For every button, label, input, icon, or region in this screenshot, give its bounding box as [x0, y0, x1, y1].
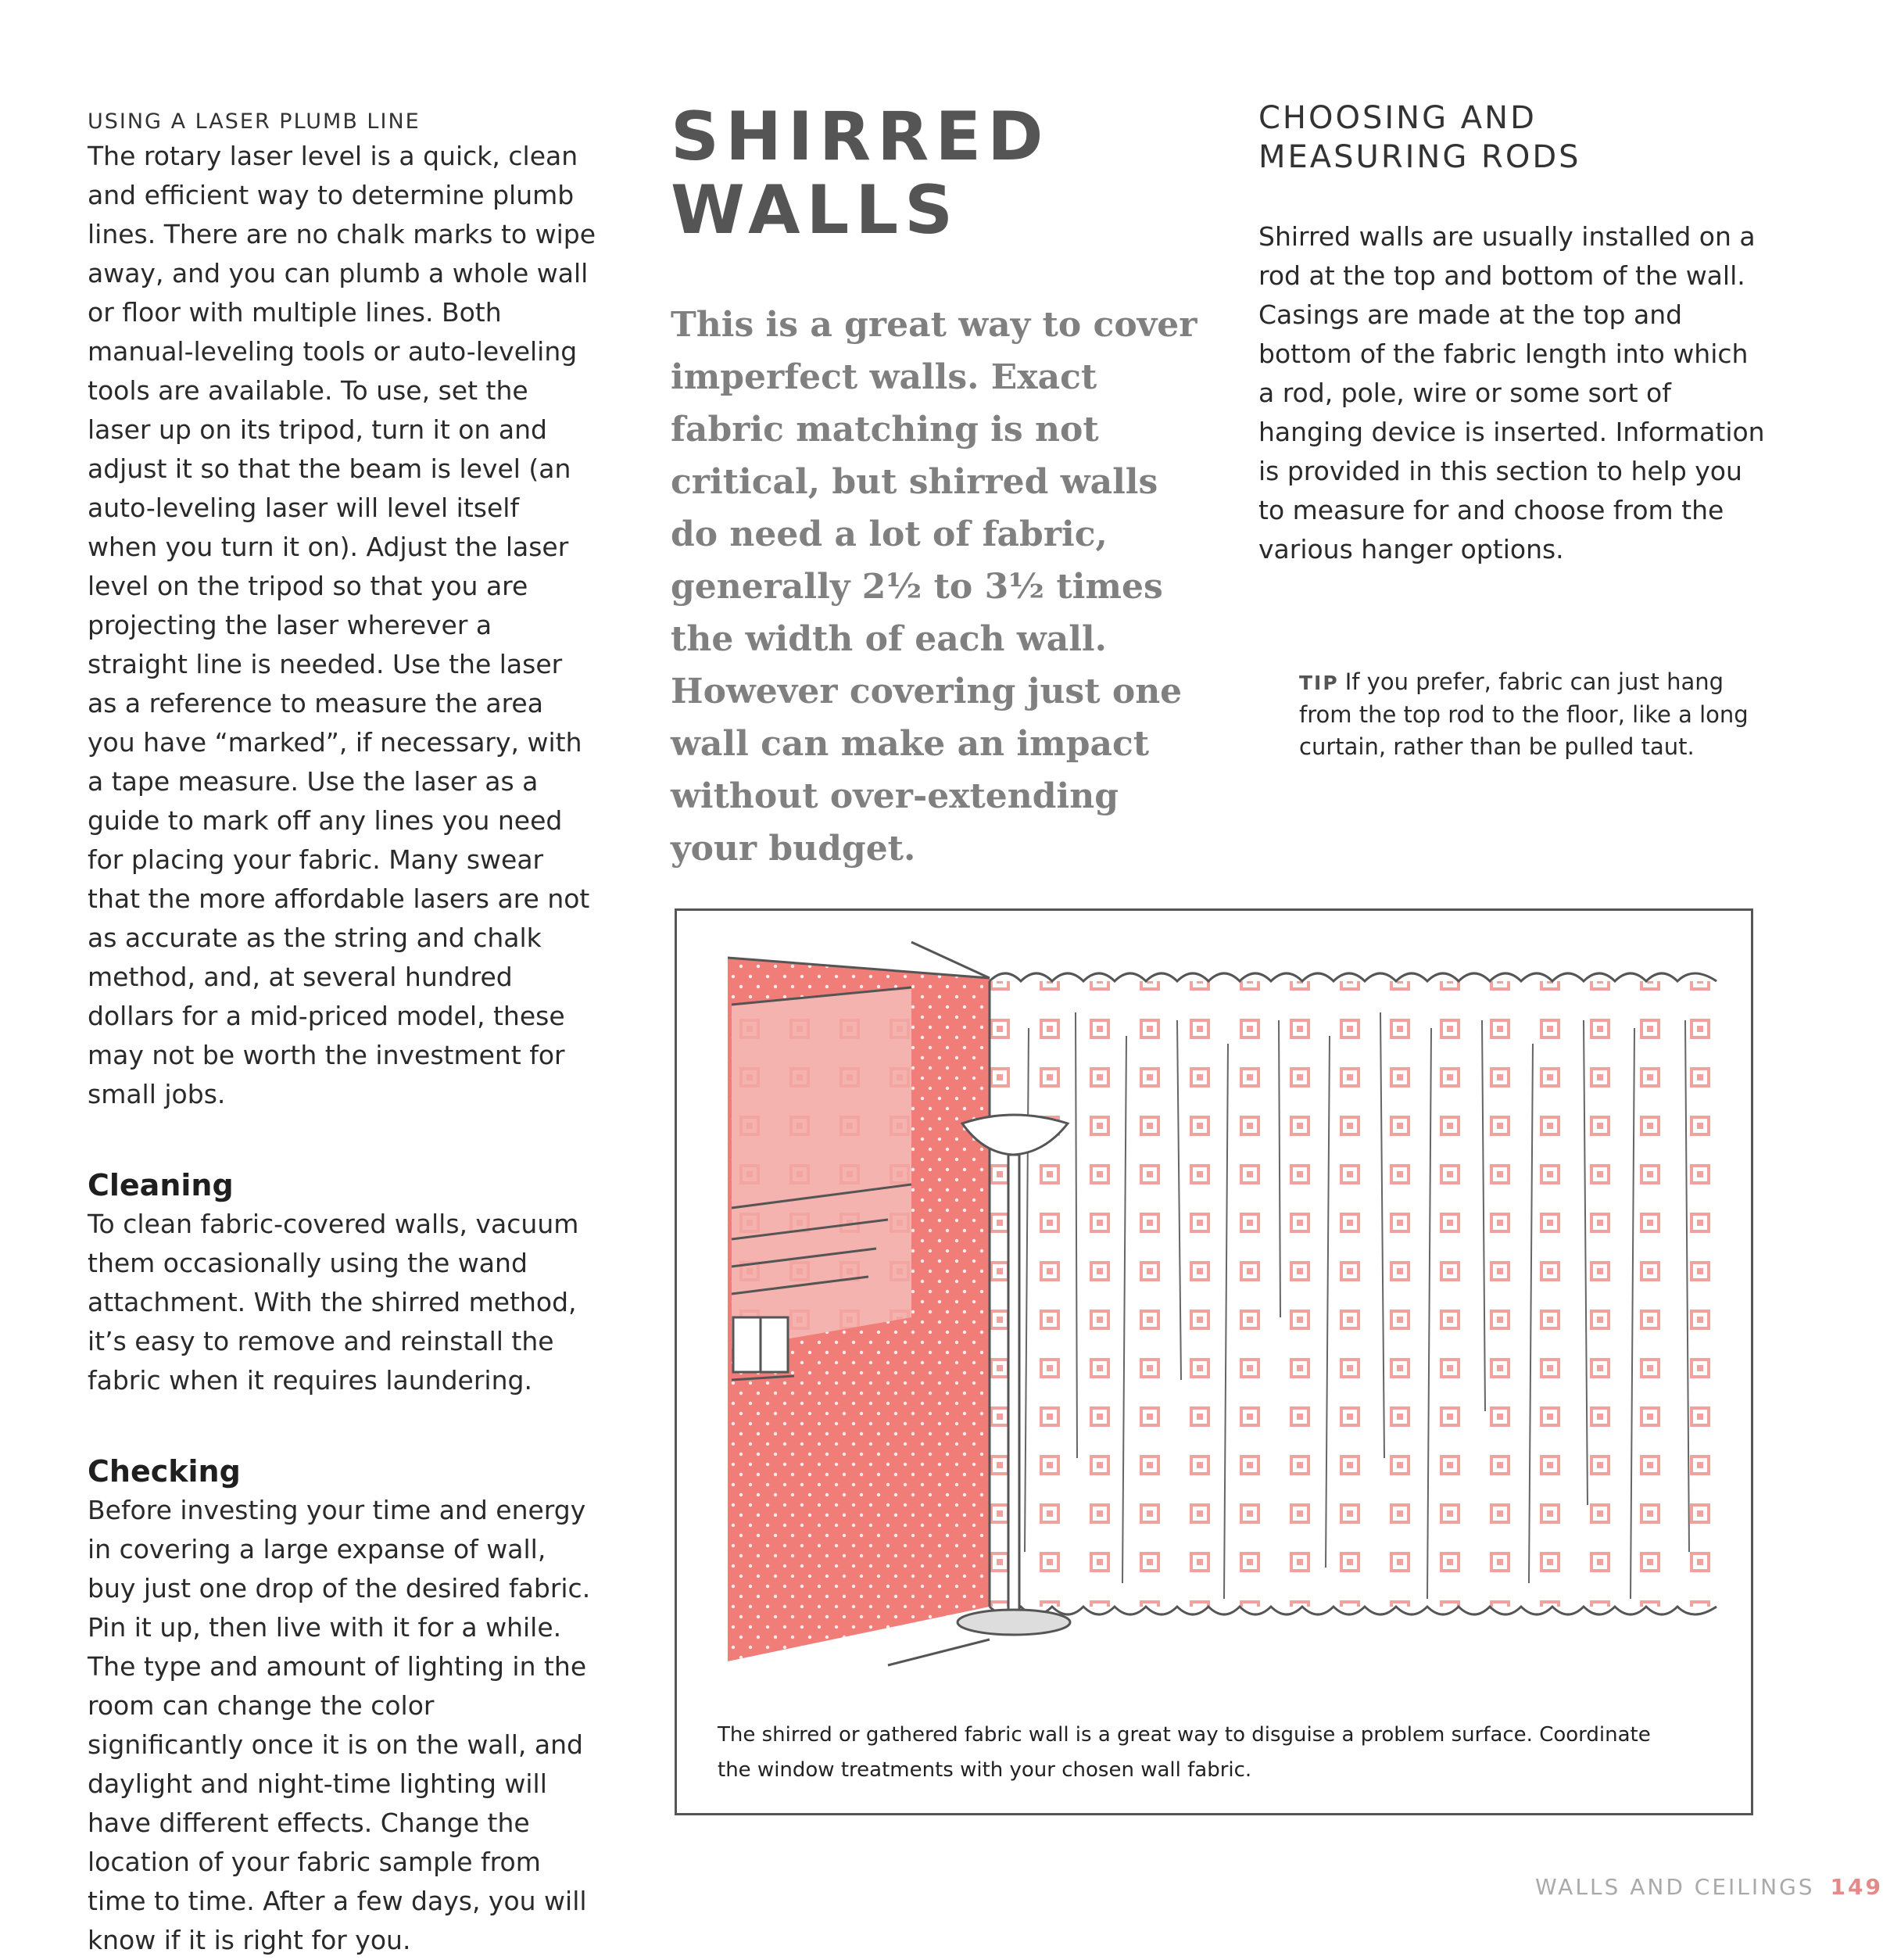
illustration-frame	[675, 908, 1753, 1815]
window-shade	[732, 987, 911, 1380]
cleaning-paragraph: To clean fabric-covered walls, vacuum them occasionally using the wand attachment. With the shirred method, it’s easy to remove and reinstall the fabric when it requires laundering.	[88, 1209, 579, 1396]
intro-text: This is a great way to cover imperfect walls. Exact fabric matching is not critical, but shirred walls do need a lot of fabric, generally 2½ to 3½ times the width of each wall. However covering just one wall can make an impact without over-extending your budget.	[671, 305, 1197, 869]
checking-heading: Checking	[88, 1454, 241, 1489]
floor-line	[888, 1639, 990, 1665]
laser-kicker: USING A LASER PLUMB LINE	[88, 109, 421, 134]
rods-paragraph: Shirred walls are usually installed on a rod at the top and bottom of the wall. Casings are made at the top and bottom of the fabric length into which a rod, pole, wire or some sort of hanging device is inserted. Information is provided in this section to help you to measure for and choose from the various hanger options.	[1258, 221, 1765, 564]
left-column	[88, 109, 596, 1960]
figure-caption: The shirred or gathered fabric wall is a great way to disguise a problem surface. Coordinate the window treatments with your chosen wall fabric.	[718, 1723, 1651, 1782]
title-line-1: SHIRRED	[671, 98, 1050, 176]
section-label: WALLS AND CEILINGS	[1535, 1874, 1815, 1900]
rods-heading	[1258, 99, 1767, 177]
right-column	[1258, 99, 1767, 569]
checking-paragraph: Before investing your time and energy in covering a large expanse of wall, buy just one drop of the desired fabric. Pin it up, then live with it for a while. The type and amount of lighting in the room can change the color significantly once it is on the wall, and daylight and night-time lighting will have different effects. Change the location of your fabric sample from time to time. After a few days, you will know if it is right for you.	[88, 1495, 591, 1955]
cleaning-heading: Cleaning	[88, 1168, 234, 1202]
page-footer	[1535, 1874, 1883, 1900]
tip-text: If you prefer, fabric can just hang from the top rod to the floor, like a long curtain, rather than be pulled taut.	[1299, 668, 1749, 760]
laser-paragraph: The rotary laser level is a quick, clean and efficient way to determine plumb lines. There are no chalk marks to wipe away, and you can plumb a whole wall or floor with multiple lines. Both manual-leveling tools or auto-leveling tools are available. To use, set the laser up on its tripod, turn it on and adjust it so that the beam is level (an auto-leveling laser will level itself when you turn it on). Adjust the laser level on the tripod so that you are projecting the laser wherever a straight line is needed. Use the laser as a reference to measure the area you have “marked”, if necessary, with a tape measure. Use the laser as a guide to mark off any lines you need for placing your fabric. Many swear that the more affordable lasers are not as accurate as the string and chalk method, and, at several hundred dollars for a mid-priced model, these may not be worth the investment for small jobs.	[88, 141, 596, 1109]
page-title	[671, 100, 1202, 247]
rods-heading-line-2: MEASURING RODS	[1258, 139, 1581, 175]
middle-column	[671, 100, 1202, 875]
shirred-fabric	[990, 973, 1717, 1614]
rods-heading-line-1: CHOOSING AND	[1258, 100, 1537, 136]
tip-box	[1299, 666, 1752, 763]
title-line-2: WALLS	[671, 171, 960, 249]
page-number: 149	[1830, 1874, 1883, 1900]
tip-label: TIP	[1299, 672, 1339, 694]
shirred-wall-illustration	[677, 911, 1751, 1693]
